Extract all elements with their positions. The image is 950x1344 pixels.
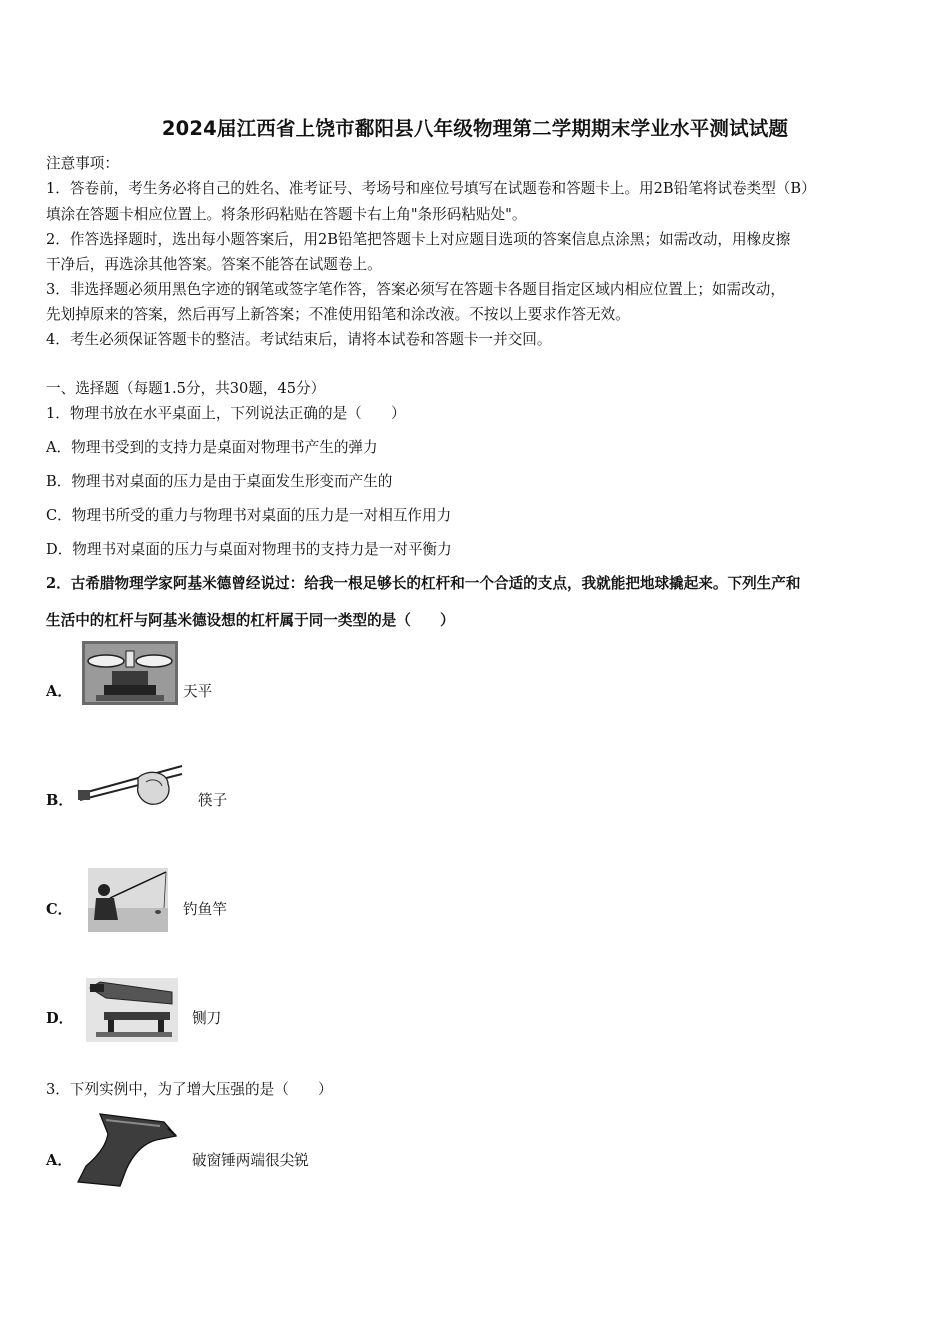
notice-line: 3．非选择题必须用黑色字迹的钢笔或签字笔作答，答案必须写在答题卡各题目指定区域内相应位置上；如需改动， [46, 281, 785, 298]
question-1-option-c: C．物理书所受的重力与物理书对桌面的压力是一对相互作用力 [46, 507, 452, 524]
question-2-stem: 生活中的杠杆与阿基米德设想的杠杆属于同一类型的是（ ） [46, 612, 455, 629]
safety-hammer-image [76, 1110, 182, 1192]
section-heading: 一、选择题（每题1.5分，共30题，45分） [46, 380, 326, 397]
option-label: 破窗锤两端很尖锐 [192, 1152, 309, 1169]
notice-line: 填涂在答题卡相应位置上。将条形码粘贴在答题卡右上角"条形码粘贴处"。 [46, 206, 527, 223]
option-letter: A． [46, 1152, 72, 1169]
fishing-rod-image [88, 868, 168, 932]
option-letter: B． [46, 792, 73, 809]
notice-line: 2．作答选择题时，选出每小题答案后，用2B铅笔把答题卡上对应题目选项的答案信息点涂黑；如需改动，用橡皮擦 [46, 231, 791, 248]
option-label: 筷子 [198, 792, 228, 809]
notice-line: 干净后，再选涂其他答案。答案不能答在试题卷上。 [46, 256, 382, 273]
question-3-stem: 3．下列实例中，为了增大压强的是（ ） [46, 1081, 333, 1098]
question-1-stem: 1．物理书放在水平桌面上，下列说法正确的是（ ） [46, 405, 406, 422]
guillotine-cutter-image [86, 978, 178, 1042]
notice-heading: 注意事项： [46, 155, 119, 172]
option-letter: A． [46, 683, 72, 700]
page-title: 2024届江西省上饶市鄱阳县八年级物理第二学期期末学业水平测试试题 [161, 117, 789, 140]
question-2-stem: 2．古希腊物理学家阿基米德曾经说过：给我一根足够长的杠杆和一个合适的支点，我就能把地球撬起来。下列生产和 [46, 575, 801, 592]
notice-line: 4．考生必须保证答题卡的整洁。考试结束后，请将本试卷和答题卡一并交回。 [46, 331, 552, 348]
balance-scale-image [82, 641, 178, 705]
option-label: 钓鱼竿 [183, 901, 227, 918]
option-letter: C． [46, 901, 73, 918]
chopsticks-image [76, 760, 186, 810]
option-letter: D． [46, 1010, 74, 1027]
question-1-option-b: B．物理书对桌面的压力是由于桌面发生形变而产生的 [46, 473, 393, 490]
option-label: 铡刀 [192, 1010, 222, 1027]
notice-line: 先划掉原来的答案，然后再写上新答案；不准使用铅笔和涂改液。不按以上要求作答无效。 [46, 306, 630, 323]
option-label: 天平 [183, 683, 213, 700]
notice-line: 1．答卷前，考生务必将自己的姓名、准考证号、考场号和座位号填写在试题卷和答题卡上。用2B铅笔将试卷类型（B） [46, 180, 816, 197]
question-1-option-d: D．物理书对桌面的压力与桌面对物理书的支持力是一对平衡力 [46, 541, 452, 558]
question-1-option-a: A．物理书受到的支持力是桌面对物理书产生的弹力 [46, 439, 378, 456]
